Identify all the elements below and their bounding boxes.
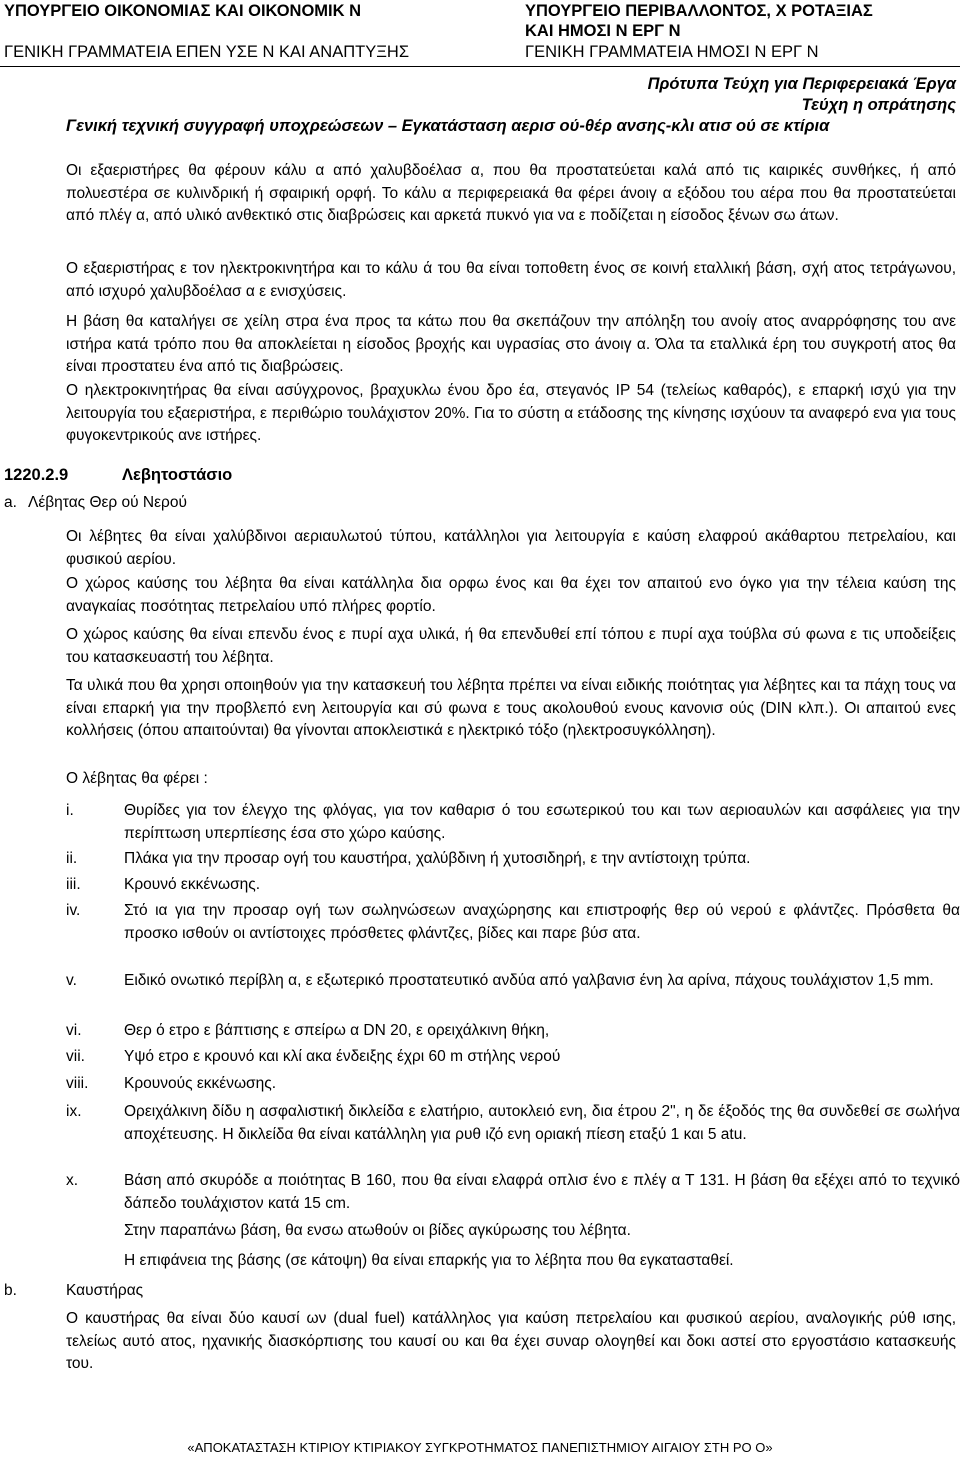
paragraph-fan-casing: Οι εξαεριστήρες θα φέρουν κάλυ α από χαλυβδοέλασ α, που θα προστατεύεται καλά από τις καιρικές συνθήκες, ή από πολυεστέρα σε κυλινδρική ή σφαιρική ορφή. Το κάλυ α περιφερειακά θα φέρει άνοιγ α εξόδου του αέρα που θα προστατεύεται από πλέγ α, από υλικό ανθεκτικό στις διαβρώσεις και αρκετά πυκνό για να ε ποδίζεται η είσοδος ξένων σω άτων. xyxy=(66,162,956,224)
subsection-b-letter: b. xyxy=(4,1282,17,1299)
list-item-number: x. xyxy=(66,1172,79,1189)
list-item-text: Βάση από σκυρόδε α ποιότητας Β 160, που θα είναι ελαφρά οπλισ ένο ε πλέγ α Τ 131. Η βάση θα εξέχει από το τεχνικό δάπεδο τουλάχιστον κατά 15 cm. xyxy=(124,1172,960,1212)
list-item-text: Στό ια για την προσαρ ογή των σωληνώσεων αναχώρησης και επιστροφής θερ ού νερού ε φλάντζες. Πρόσθετα θα προσκο ισθούν οι αντίστοιχες πρόσθετες φλάντζες, βίδες και παρε βύσ ατα. xyxy=(124,902,960,942)
page-footer: «ΑΠΟΚΑΤΑΣΤΑΣΗ ΚΤΙΡΙΟΥ ΚΤΙΡΙΑΚΟΥ ΣΥΓΚΡΟΤΗΜΑΤΟΣ ΠΑΝΕΠΙΣΤΗΜΙΟΥ ΑΙΓΑΙΟΥ ΣΤΗ ΡΟ Ο» xyxy=(187,1440,773,1455)
ministry-right-line-1: ΥΠΟΥΡΓΕΙΟ ΠΕΡΙΒΑΛΛΟΝΤΟΣ, Χ ΡΟΤΑΞΙΑΣ xyxy=(525,2,873,20)
subsection-b-title: Καυστήρας xyxy=(66,1282,144,1299)
list-item-text: Ορειχάλκινη δίδυ η ασφαλιστική δικλείδα ε ελατήριο, αυτοκλειό ενη, δια έτρου 2", η δε έξοδός της θα συνδεθεί σε σωλήνα αποχέτευσης. Η δικλείδα θα είναι κατάλληλη για ρυθ ιζό ενη οριακή πίεση εταξύ 1 και 5 atu. xyxy=(124,1103,960,1143)
subsection-a xyxy=(4,494,404,516)
paragraph-fan-base: Ο εξαεριστήρας ε τον ηλεκτροκινητήρα και το κάλυ ά του θα είναι τοποθετη ένος σε κοινή εταλλική βάση, σχή ατος τετράγωνου, από ισχυρό χαλυβδοέλασ α ε ενισχύσεις. xyxy=(66,260,956,300)
paragraph-motor: Ο ηλεκτροκινητήρας θα είναι ασύγχρονος, βραχυκλω ένου δρο έα, στεγανός IP 54 (τελείως καθαρός), ε επαρκή ισχύ για την λειτουργία του εξαεριστήρα, ε περιθώριο τουλάχιστον 20%. Για το σύστη α ετάδοσης της κίνησης ισχύουν τα αναφερό ενα για τους φυγοκεντρικούς ανε ιστήρες. xyxy=(66,382,956,444)
ministry-left-line-1: ΥΠΟΥΡΓΕΙΟ ΟΙΚΟΝΟΜΙΑΣ ΚΑΙ ΟΙΚΟΝΟΜΙΚ Ν xyxy=(4,2,362,20)
burner-paragraph: Ο καυστήρας θα είναι δύο καυσί ων (dual fuel) κατάλληλος για καύση πετρελαίου και φυσικού αερίου, αναλογικής ρύθ ισης, τελείως αυτό ατος, ηχανικής διασκόρπισης του καυσί ου και θα έχει συναρ ολογηθεί και δοκι αστεί στο εργοστάσιο κατασκευής του. xyxy=(66,1310,956,1372)
list-item-text: Θυρίδες για τον έλεγχο της φλόγας, για τον καθαρισ ό του εσωτερικού του και των αεριοαυλών και ασφάλειες για την περίπτωση υπερπίεσης έσα στο χώρο καύσης. xyxy=(124,802,960,842)
doc-type: Τεύχη η οπράτησης xyxy=(801,96,956,114)
header-row-2 xyxy=(0,20,960,42)
boiler-paragraph-materials: Τα υλικά που θα χρησι οποιηθούν για την κατασκευή του λέβητα πρέπει να είναι ειδικής ποιότητας για λέβητες και τα πάχη τους να είναι επαρκή για την προβλεπό ενη λειτουργία και σύ φωνα ε τους ακολουθού ενους κανονισ ούς (DIN κλπ.). Οι απαιτού ενες κολλήσεις (όπου απαιτούνται) θα γίνονται αποκλειστικά ε ηλεκτρικό τόξο (ηλεκτροσυγκόλληση). xyxy=(66,677,956,739)
list-item-text: Ειδικό ονωτικό περίβλη α, ε εξωτερικό προστατευτικό ανδύα από γαλβανισ ένη λα αρίνα, πάχους τουλάχιστον 1,5 mm. xyxy=(124,972,934,989)
subsection-a-letter: a. xyxy=(4,494,17,511)
doc-subtitle: Γενική τεχνική συγγραφή υποχρεώσεων – Εγκατάσταση αερισ ού-θέρ ανσης-κλι ατισ ού σε κτίρια xyxy=(66,117,830,135)
ministry-right-line-2: ΚΑΙ ΗΜΟΣΙ Ν ΕΡΓ Ν xyxy=(525,22,681,40)
list-item-number: iv. xyxy=(66,902,81,919)
list-item-number: i. xyxy=(66,802,74,819)
list-item-number: v. xyxy=(66,972,77,989)
list-item-text: Υψό ετρο ε κρουνό και κλί ακα ένδειξης έχρι 60 m στήλης νερού xyxy=(124,1048,561,1065)
list-item-text: Κρουνό εκκένωσης. xyxy=(124,876,261,893)
subsection-b xyxy=(4,1282,404,1304)
section-heading xyxy=(4,466,404,488)
header-row-1 xyxy=(0,0,960,22)
header-divider xyxy=(0,66,960,67)
list-item-number: viii. xyxy=(66,1075,89,1092)
list-item-text: Πλάκα για την προσαρ ογή του καυστήρα, χαλύβδινη ή χυτοσιδηρή, ε την αντίστοιχη τρύπα. xyxy=(124,850,751,867)
list-item-number: ii. xyxy=(66,850,78,867)
list-item-text: Θερ ό ετρο ε βάπτισης ε σπείρω α DN 20, ε ορειχάλκινη θήκη, xyxy=(124,1022,550,1039)
secretariat-left: ΓΕΝΙΚΗ ΓΡΑΜΜΑΤΕΙΑ ΕΠΕΝ ΥΣΕ Ν ΚΑΙ ΑΝΑΠΤΥΞΗΣ xyxy=(4,43,410,61)
subsection-a-title: Λέβητας Θερ ού Νερού xyxy=(28,494,187,511)
list-item-number: vii. xyxy=(66,1048,85,1065)
secretariat-right: ΓΕΝΙΚΗ ΓΡΑΜΜΑΤΕΙΑ ΗΜΟΣΙ Ν ΕΡΓ Ν xyxy=(525,43,819,61)
header-row-3 xyxy=(0,41,960,63)
list-item-number: ix. xyxy=(66,1103,82,1120)
boiler-paragraph-type: Οι λέβητες θα είναι χαλύβδινοι αεριαυλωτού τύπου, κατάλληλοι για λειτουργία ε καύση ελαφρού ακάθαρτου πετρελαίου, και φυσικού αερίου. xyxy=(66,528,956,568)
boiler-equipment-intro: Ο λέβητας θα φέρει : xyxy=(66,770,208,787)
list-item-number: vi. xyxy=(66,1022,82,1039)
boiler-paragraph-lining: Ο χώρος καύσης θα είναι επενδυ ένος ε πυρί αχα υλικά, ή θα επενδυθεί επί τόπου ε πυρί αχα τούβλα σύ φωνα ε τις υποδείξεις του κατασκευαστή του λέβητα. xyxy=(66,626,956,666)
doc-series: Πρότυπα Τεύχη για Περιφερειακά Έργα xyxy=(647,75,956,93)
base-note-surface: Η επιφάνεια της βάσης (σε κάτοψη) θα είναι επαρκής για το λέβητα που θα εγκατασταθεί. xyxy=(124,1252,734,1269)
section-title: Λεβητοστάσιο xyxy=(122,466,233,484)
section-number: 1220.2.9 xyxy=(4,466,69,484)
paragraph-base-edges: Η βάση θα καταλήγει σε χείλη στρα ένα προς τα κάτω που θα σκεπάζουν την απόληξη του ανοίγ ατος αναρρόφησης του ανε ιστήρα κατά τρόπο που θα αποκλείεται η είσοδος βροχής και υγρασίας στο άνοιγ α. Όλα τα εταλλικά έρη του συγκροτή ατος θα είναι προστατευ ένα από τις διαβρώσεις. xyxy=(66,313,956,375)
boiler-paragraph-chamber: Ο χώρος καύσης του λέβητα θα είναι κατάλληλα δια ορφω ένος και θα έχει τον απαιτού ενο όγκο για την τέλεια καύση της αναγκαίας ποσότητας πετρελαίου υπό πλήρες φορτίο. xyxy=(66,575,956,615)
base-note-anchors: Στην παραπάνω βάση, θα ενσω ατωθούν οι βίδες αγκύρωσης του λέβητα. xyxy=(124,1222,631,1239)
list-item-number: iii. xyxy=(66,876,81,893)
list-item-text: Κρουνούς εκκένωσης. xyxy=(124,1075,277,1092)
